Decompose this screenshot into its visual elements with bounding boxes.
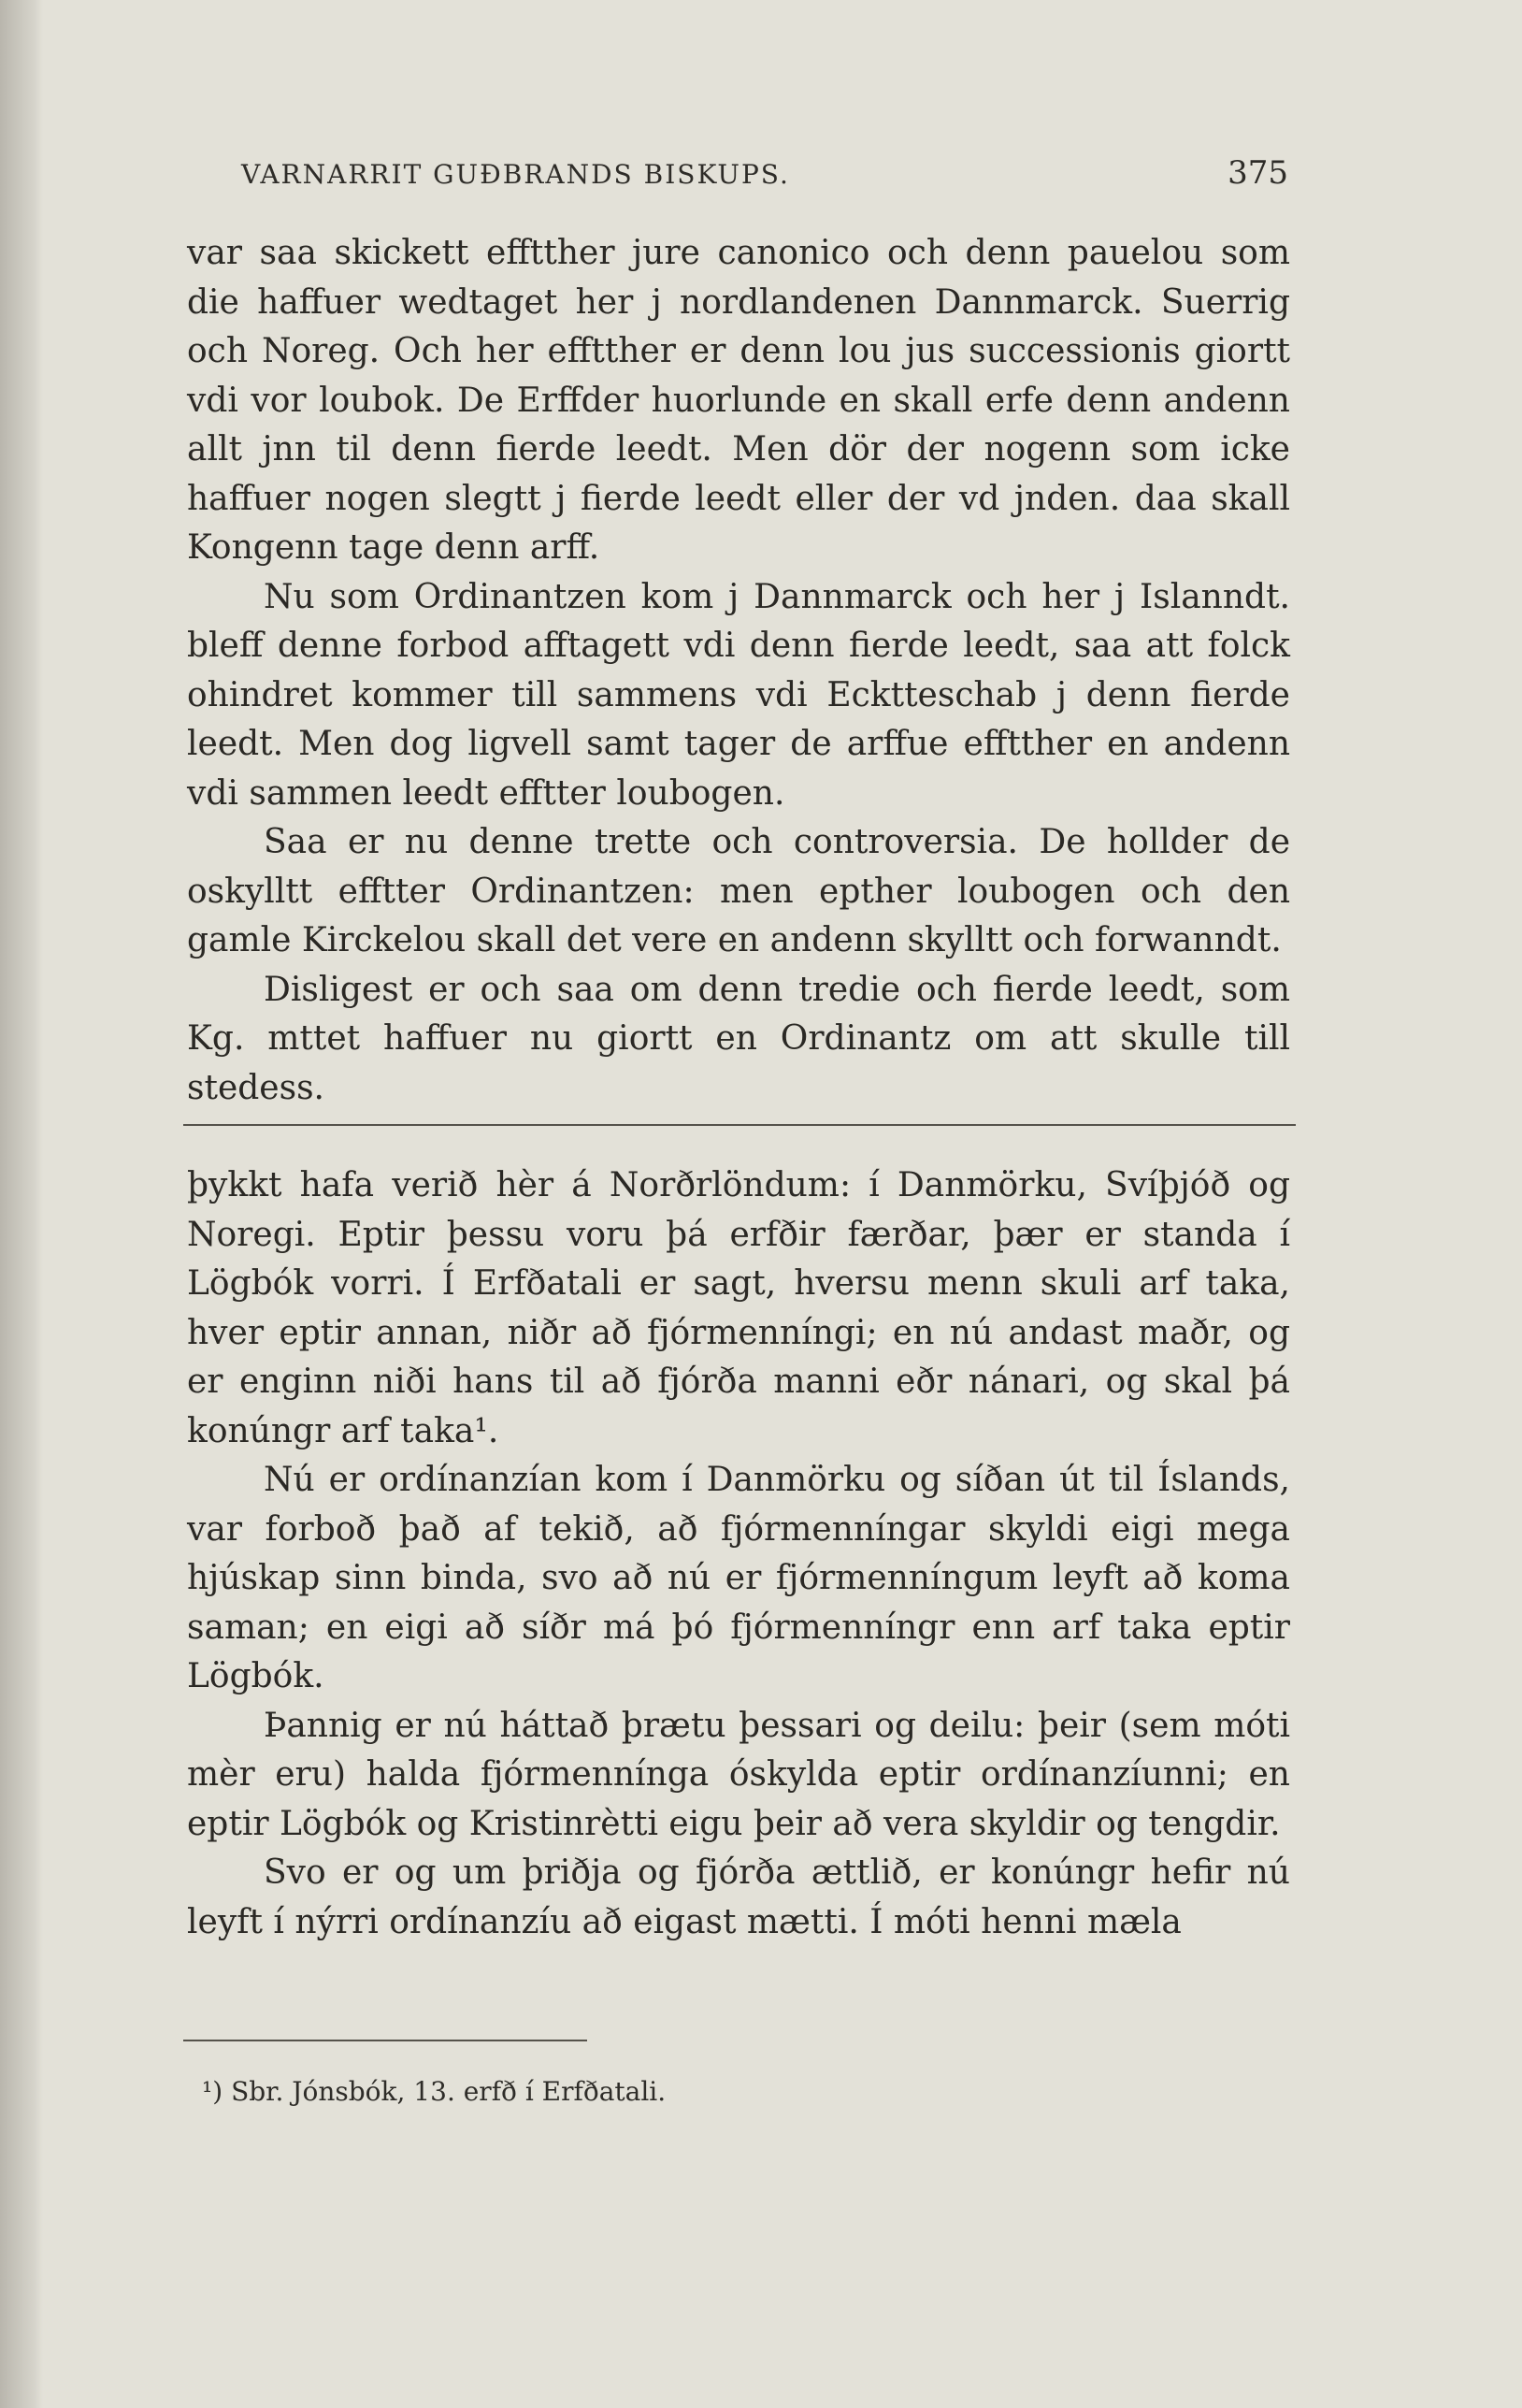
danish-paragraph: Disligest er och saa om denn tredie och fierde leedt, som Kg. mttet haffuer nu giortt en Ordinantz om att skulle till stedess. <box>187 970 1290 1107</box>
footnote <box>202 2076 666 2107</box>
danish-paragraph: var saa skickett efftther jure canonico och denn pauelou som die haffuer wedtaget her j nordlandenen Dannmarck. Suerrig och Noreg. Och her efftther er denn lou jus successionis giortt vdi vor loubok. De Erffder huorlunde en skall erfe denn andenn allt jnn til denn fierde leedt. Men dör der nogenn som icke haffuer nogen slegtt j fierde leedt eller der vd jnden. daa skall Kongenn tage denn arff. <box>187 234 1290 567</box>
footnote-rule <box>183 2040 587 2041</box>
danish-text-block <box>187 229 1290 1113</box>
section-divider-rule <box>183 1124 1296 1126</box>
icelandic-paragraph: Nú er ordínanzían kom í Danmörku og síðan út til Íslands, var forboð það af tekið, að fjórmenníngar skyldi eigi mega hjúskap sinn binda, svo að nú er fjórmenníngum leyft að koma saman; en eigi að síðr má þó fjórmenníngr enn arf taka eptir Lögbók. <box>187 1461 1290 1695</box>
page-number: 375 <box>1228 154 1288 192</box>
running-head: VARNARRIT GUÐBRANDS BISKUPS. <box>241 159 790 190</box>
danish-paragraph: Nu som Ordinantzen kom j Dannmarck och her j Islanndt. bleff denne forbod afftagett vdi denn fierde leedt, saa att folck ohindret kommer till sammens vdi Ecktteschab j denn fierde leedt. Men dog ligvell samt tager de arffue efftther en andenn vdi sammen leedt efftter loubogen. <box>187 577 1290 813</box>
icelandic-paragraph: þykkt hafa verið hèr á Norðrlöndum: í Danmörku, Svíþjóð og Noregi. Eptir þessu voru þá erfðir færðar, þær er standa í Lögbók vorri. Í Erfðatali er sagt, hversu menn skuli arf taka, hver eptir annan, niðr að fjórmenníngi; en nú andast maðr, og er enginn niði hans til að fjórða manni eðr nánari, og skal þá konúngr arf taka¹. <box>187 1166 1290 1450</box>
page-gutter-shadow <box>0 0 43 2408</box>
icelandic-paragraph: Svo er og um þriðja og fjórða ættlið, er konúngr hefir nú leyft í nýrri ordínanzíu að eigast mætti. Í móti henni mæla <box>187 1853 1290 1941</box>
icelandic-text-block <box>187 1161 1290 1947</box>
footnote-text: Sbr. Jónsbók, 13. erfð í Erfðatali. <box>231 2076 667 2107</box>
icelandic-paragraph: Þannig er nú háttað þrætu þessari og deilu: þeir (sem móti mèr eru) halda fjórmennínga óskylda eptir ordínanzíunni; en eptir Lögbók og Kristinrètti eigu þeir að vera skyldir og tengdir. <box>187 1706 1290 1843</box>
danish-paragraph: Saa er nu denne trette och controversia. De hollder de oskylltt efftter Ordinantzen: men epther loubogen och den gamle Kirckelou skall det vere en andenn skylltt och forwanndt. <box>187 823 1290 959</box>
footnote-marker: ¹) <box>202 2076 223 2107</box>
